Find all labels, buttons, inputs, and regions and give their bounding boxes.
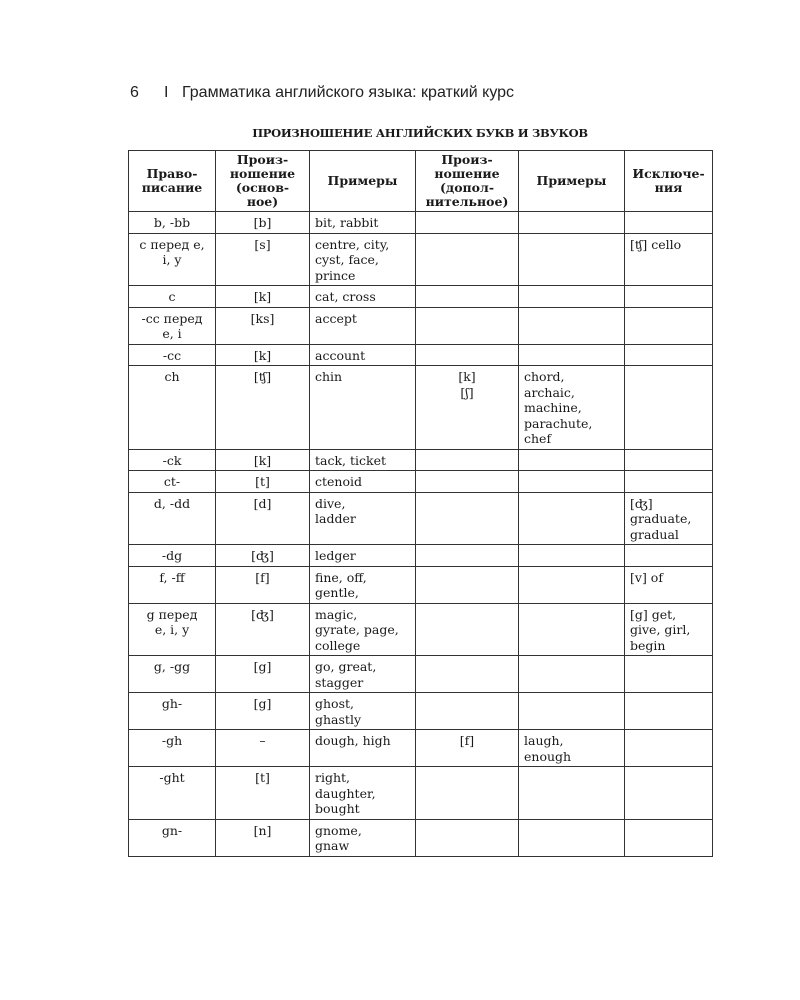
table-row <box>129 449 713 471</box>
cell-additional-examples <box>519 212 625 234</box>
cell-spelling: b, -bb <box>129 212 216 234</box>
cell-additional-examples <box>519 471 625 493</box>
table-row <box>129 545 713 567</box>
cell-additional-pronunciation <box>416 603 519 656</box>
table-title: ПРОИЗНОШЕНИЕ АНГЛИЙСКИХ БУКВ И ЗВУКОВ <box>252 126 588 140</box>
cell-exceptions <box>625 656 713 693</box>
cell-main-pronunciation: [b] <box>216 212 310 234</box>
table-header-row <box>129 151 713 212</box>
cell-main-pronunciation: [k] <box>216 286 310 308</box>
cell-main-pronunciation: [d] <box>216 492 310 545</box>
cell-examples: dough, high <box>310 730 416 767</box>
cell-main-pronunciation: [t] <box>216 471 310 493</box>
cell-examples: chin <box>310 366 416 450</box>
cell-main-pronunciation: [ʤ] <box>216 545 310 567</box>
table-row <box>129 344 713 366</box>
cell-exceptions <box>625 693 713 730</box>
cell-examples: dive, ladder <box>310 492 416 545</box>
cell-additional-examples <box>519 307 625 344</box>
cell-additional-examples <box>519 767 625 820</box>
table-row <box>129 693 713 730</box>
cell-spelling: ct- <box>129 471 216 493</box>
cell-exceptions <box>625 449 713 471</box>
running-head <box>130 84 690 102</box>
cell-main-pronunciation: [s] <box>216 233 310 286</box>
cell-main-pronunciation: [ʧ] <box>216 366 310 450</box>
cell-additional-examples <box>519 545 625 567</box>
cell-exceptions <box>625 767 713 820</box>
cell-exceptions <box>625 366 713 450</box>
cell-additional-examples <box>519 286 625 308</box>
cell-examples: ledger <box>310 545 416 567</box>
table-row <box>129 307 713 344</box>
cell-additional-pronunciation <box>416 233 519 286</box>
cell-additional-examples <box>519 492 625 545</box>
cell-spelling: gn- <box>129 819 216 856</box>
cell-exceptions: [ʤ] graduate, gradual <box>625 492 713 545</box>
cell-examples: account <box>310 344 416 366</box>
cell-spelling: d, -dd <box>129 492 216 545</box>
table-row <box>129 603 713 656</box>
cell-spelling: g перед e, i, y <box>129 603 216 656</box>
cell-additional-examples <box>519 819 625 856</box>
cell-examples: cat, cross <box>310 286 416 308</box>
cell-spelling: -cc перед e, i <box>129 307 216 344</box>
cell-spelling: -ght <box>129 767 216 820</box>
cell-spelling: -cc <box>129 344 216 366</box>
cell-additional-pronunciation <box>416 545 519 567</box>
cell-spelling: c перед e, i, y <box>129 233 216 286</box>
cell-spelling: f, -ff <box>129 566 216 603</box>
cell-exceptions <box>625 286 713 308</box>
cell-exceptions <box>625 819 713 856</box>
cell-exceptions: [g] get, give, girl, begin <box>625 603 713 656</box>
cell-examples: go, great, stagger <box>310 656 416 693</box>
cell-additional-pronunciation: [f] <box>416 730 519 767</box>
page-number: 6 <box>130 84 139 101</box>
cell-spelling: gh- <box>129 693 216 730</box>
cell-additional-pronunciation <box>416 492 519 545</box>
table-row <box>129 767 713 820</box>
cell-exceptions <box>625 307 713 344</box>
table-row <box>129 471 713 493</box>
cell-additional-pronunciation <box>416 286 519 308</box>
cell-exceptions <box>625 730 713 767</box>
cell-examples: fine, off, gentle, <box>310 566 416 603</box>
cell-examples: right, daughter, bought <box>310 767 416 820</box>
table-row <box>129 492 713 545</box>
cell-exceptions <box>625 344 713 366</box>
cell-spelling: ch <box>129 366 216 450</box>
cell-main-pronunciation: [g] <box>216 693 310 730</box>
cell-main-pronunciation: [ks] <box>216 307 310 344</box>
cell-main-pronunciation: [n] <box>216 819 310 856</box>
table-row <box>129 566 713 603</box>
cell-spelling: c <box>129 286 216 308</box>
table-row <box>129 730 713 767</box>
table-row <box>129 286 713 308</box>
cell-additional-pronunciation <box>416 307 519 344</box>
cell-exceptions <box>625 545 713 567</box>
cell-additional-pronunciation <box>416 471 519 493</box>
cell-main-pronunciation: [k] <box>216 344 310 366</box>
cell-main-pronunciation: – <box>216 730 310 767</box>
cell-additional-pronunciation <box>416 566 519 603</box>
column-header-additional-examples: Примеры <box>519 151 625 212</box>
cell-exceptions <box>625 212 713 234</box>
cell-additional-pronunciation <box>416 656 519 693</box>
cell-additional-pronunciation <box>416 344 519 366</box>
table-row <box>129 819 713 856</box>
book-title: Грамматика английского языка: краткий курс <box>182 84 515 101</box>
column-header-additional-pronunciation: Произ- ношение (допол- нительное) <box>416 151 519 212</box>
cell-additional-examples: chord, archaic, machine, parachute, chef <box>519 366 625 450</box>
pronunciation-table <box>128 150 713 857</box>
cell-exceptions <box>625 471 713 493</box>
column-header-main-pronunciation: Произ- ношение (основ- ное) <box>216 151 310 212</box>
cell-spelling: -gh <box>129 730 216 767</box>
cell-spelling: -dg <box>129 545 216 567</box>
cell-additional-pronunciation <box>416 767 519 820</box>
cell-main-pronunciation: [k] <box>216 449 310 471</box>
cell-main-pronunciation: [f] <box>216 566 310 603</box>
cell-additional-examples <box>519 449 625 471</box>
cell-examples: magic, gyrate, page, college <box>310 603 416 656</box>
cell-examples: ghost, ghastly <box>310 693 416 730</box>
cell-additional-examples <box>519 566 625 603</box>
cell-additional-pronunciation <box>416 819 519 856</box>
cell-spelling: -ck <box>129 449 216 471</box>
cell-examples: accept <box>310 307 416 344</box>
table-row <box>129 656 713 693</box>
cell-main-pronunciation: [t] <box>216 767 310 820</box>
cell-additional-pronunciation <box>416 693 519 730</box>
cell-examples: ctenoid <box>310 471 416 493</box>
table-row <box>129 212 713 234</box>
column-header-exceptions: Исключе- ния <box>625 151 713 212</box>
header-separator: I <box>164 84 169 101</box>
cell-examples: gnome, gnaw <box>310 819 416 856</box>
cell-additional-examples <box>519 603 625 656</box>
cell-additional-pronunciation <box>416 449 519 471</box>
cell-exceptions: [ʧ] cello <box>625 233 713 286</box>
cell-spelling: g, -gg <box>129 656 216 693</box>
cell-additional-examples <box>519 656 625 693</box>
cell-additional-examples <box>519 693 625 730</box>
table-row <box>129 233 713 286</box>
table-row <box>129 366 713 450</box>
cell-main-pronunciation: [ʤ] <box>216 603 310 656</box>
cell-additional-examples <box>519 233 625 286</box>
cell-examples: bit, rabbit <box>310 212 416 234</box>
cell-main-pronunciation: [g] <box>216 656 310 693</box>
cell-additional-examples: laugh, enough <box>519 730 625 767</box>
column-header-spelling: Право- писание <box>129 151 216 212</box>
cell-exceptions: [v] of <box>625 566 713 603</box>
cell-examples: centre, city, cyst, face, prince <box>310 233 416 286</box>
cell-examples: tack, ticket <box>310 449 416 471</box>
column-header-examples: Примеры <box>310 151 416 212</box>
cell-additional-examples <box>519 344 625 366</box>
cell-additional-pronunciation <box>416 212 519 234</box>
cell-additional-pronunciation: [k] [ʃ] <box>416 366 519 450</box>
